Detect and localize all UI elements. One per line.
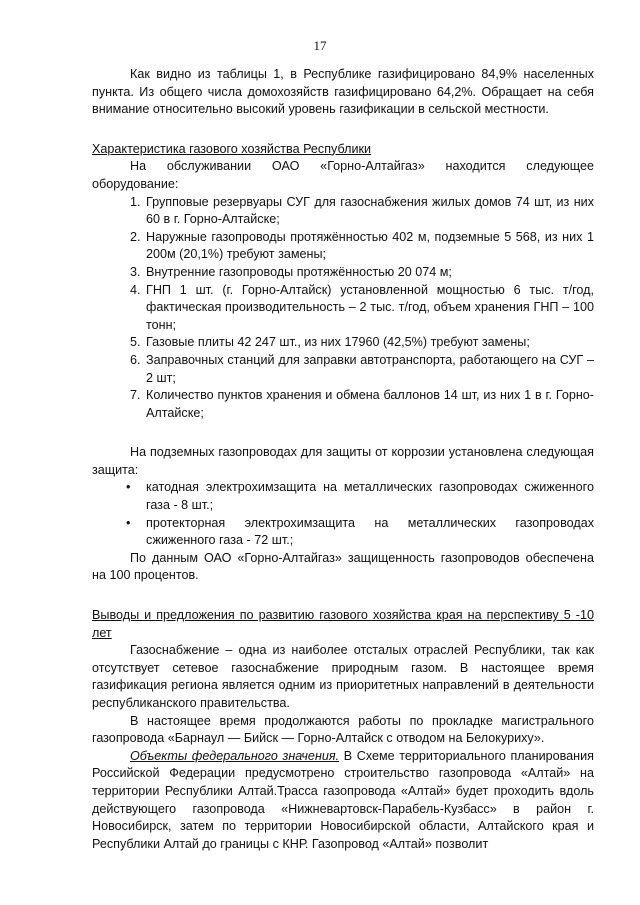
spacer bbox=[92, 422, 594, 444]
intro-paragraph: Как видно из таблицы 1, в Республике газифицировано 84,9% населенных пункта. Из общего числа домохозяйств газифицировано 64,2%. Обращает на себя внимание относительно высокий уровень газификации в сельской местности. bbox=[92, 67, 594, 117]
equipment-list bbox=[92, 194, 594, 423]
list-item-number: 6. bbox=[130, 352, 141, 367]
list-item-number: 7. bbox=[130, 388, 141, 403]
page-number: 17 bbox=[313, 38, 327, 53]
list-item-text: Количество пунктов хранения и обмена баллонов 14 шт, из них 1 в г. Горно-Алтайске; bbox=[146, 388, 594, 420]
equipment-lead-paragraph: На обслуживании ОАО «Горно-Алтайгаз» находится следующее оборудование: bbox=[92, 159, 594, 191]
list-item-text: ГНП 1 шт. (г. Горно-Алтайск) установленной мощностью 6 тыс. т/год, фактическая производительность – 2 тыс. т/год, объем хранения ГНП – 100 тонн; bbox=[146, 282, 594, 332]
list-item bbox=[92, 264, 594, 282]
protection-closing-paragraph: По данным ОАО «Горно-Алтайгаз» защищенность газопроводов обеспечена на 100 процентов. bbox=[92, 550, 594, 583]
list-item-text: Групповые резервуары СУГ для газоснабжения жилых домов 74 шт, из них 60 в г. Горно-Алтайске; bbox=[146, 194, 594, 227]
section-heading-gas-facilities: Характеристика газового хозяйства Республики bbox=[92, 141, 372, 156]
list-item bbox=[92, 352, 594, 387]
list-item bbox=[92, 229, 594, 264]
list-item bbox=[92, 334, 594, 352]
conclusions-paragraph-2: В настоящее время продолжаются работы по прокладке магистрального газопровода «Барнаул — Бийск — Горно-Алтайск с отводом на Белокуриху». bbox=[92, 713, 594, 746]
bullet-icon: • bbox=[126, 515, 131, 530]
list-item bbox=[92, 194, 594, 229]
federal-objects-text: В Схеме территориального планирования Российской Федерации предусмотрено строительство газопровода «Алтай» на территории Республики Алтай.Трасса газопровода «Алтай» будет проходить вдоль действующего газопровода «Нижневартовск-Парабель-Кузбасс» в район г. Новосибирск, затем по территории Новосибирской области, Алтайского края и Республики Алтай до границы с КНР. Газопровод «Алтай» позволит bbox=[92, 748, 594, 851]
list-item-text: Внутренние газопроводы протяжённостью 20 074 м; bbox=[146, 264, 452, 279]
list-item-text: Наружные газопроводы протяжённостью 402 м, подземные 5 568, из них 1 200м (20,1%) требуют замены; bbox=[146, 229, 594, 262]
list-item-number: 3. bbox=[130, 264, 141, 279]
protection-bullet-list bbox=[92, 479, 594, 549]
list-item-number: 4. bbox=[130, 282, 141, 297]
bullet-item bbox=[90, 479, 594, 514]
list-item-text: Заправочных станций для заправки автотранспорта, работающего на СУГ – 2 шт; bbox=[146, 352, 594, 385]
document-body bbox=[92, 66, 594, 853]
corrosion-protection-lead: На подземных газопроводах для защиты от коррозии установлена следующая защита: bbox=[92, 445, 594, 477]
list-item-number: 2. bbox=[130, 229, 141, 244]
bullet-text: протекторная электрохимзащита на металлических газопроводах сжиженного газа - 72 шт.; bbox=[146, 515, 594, 548]
conclusions-paragraph-1: Газоснабжение – одна из наиболее отсталых отраслей Республики, так как отсутствует сетевое газоснабжение природным газом. В настоящее время газификация региона является одним из приоритетных направлений в деятельности республиканского правительства. bbox=[92, 643, 594, 710]
bullet-icon: • bbox=[126, 480, 131, 495]
bullet-item bbox=[90, 515, 594, 550]
list-item-number: 1. bbox=[130, 194, 141, 209]
list-item-text: Газовые плиты 42 247 шт., из них 17960 (42,5%) требуют замены; bbox=[146, 335, 530, 350]
list-item bbox=[92, 387, 594, 422]
list-item-number: 5. bbox=[130, 335, 141, 350]
section-heading-conclusions: Выводы и предложения по развитию газового хозяйства края на перспективу 5 -10 лет bbox=[92, 608, 594, 640]
bullet-text: катодная электрохимзащита на металлических газопроводах сжиженного газа - 8 шт.; bbox=[146, 480, 594, 513]
federal-objects-label: Объекты федерального значения. bbox=[130, 748, 340, 763]
list-item bbox=[92, 282, 594, 335]
conclusions-paragraph-3 bbox=[92, 748, 594, 854]
